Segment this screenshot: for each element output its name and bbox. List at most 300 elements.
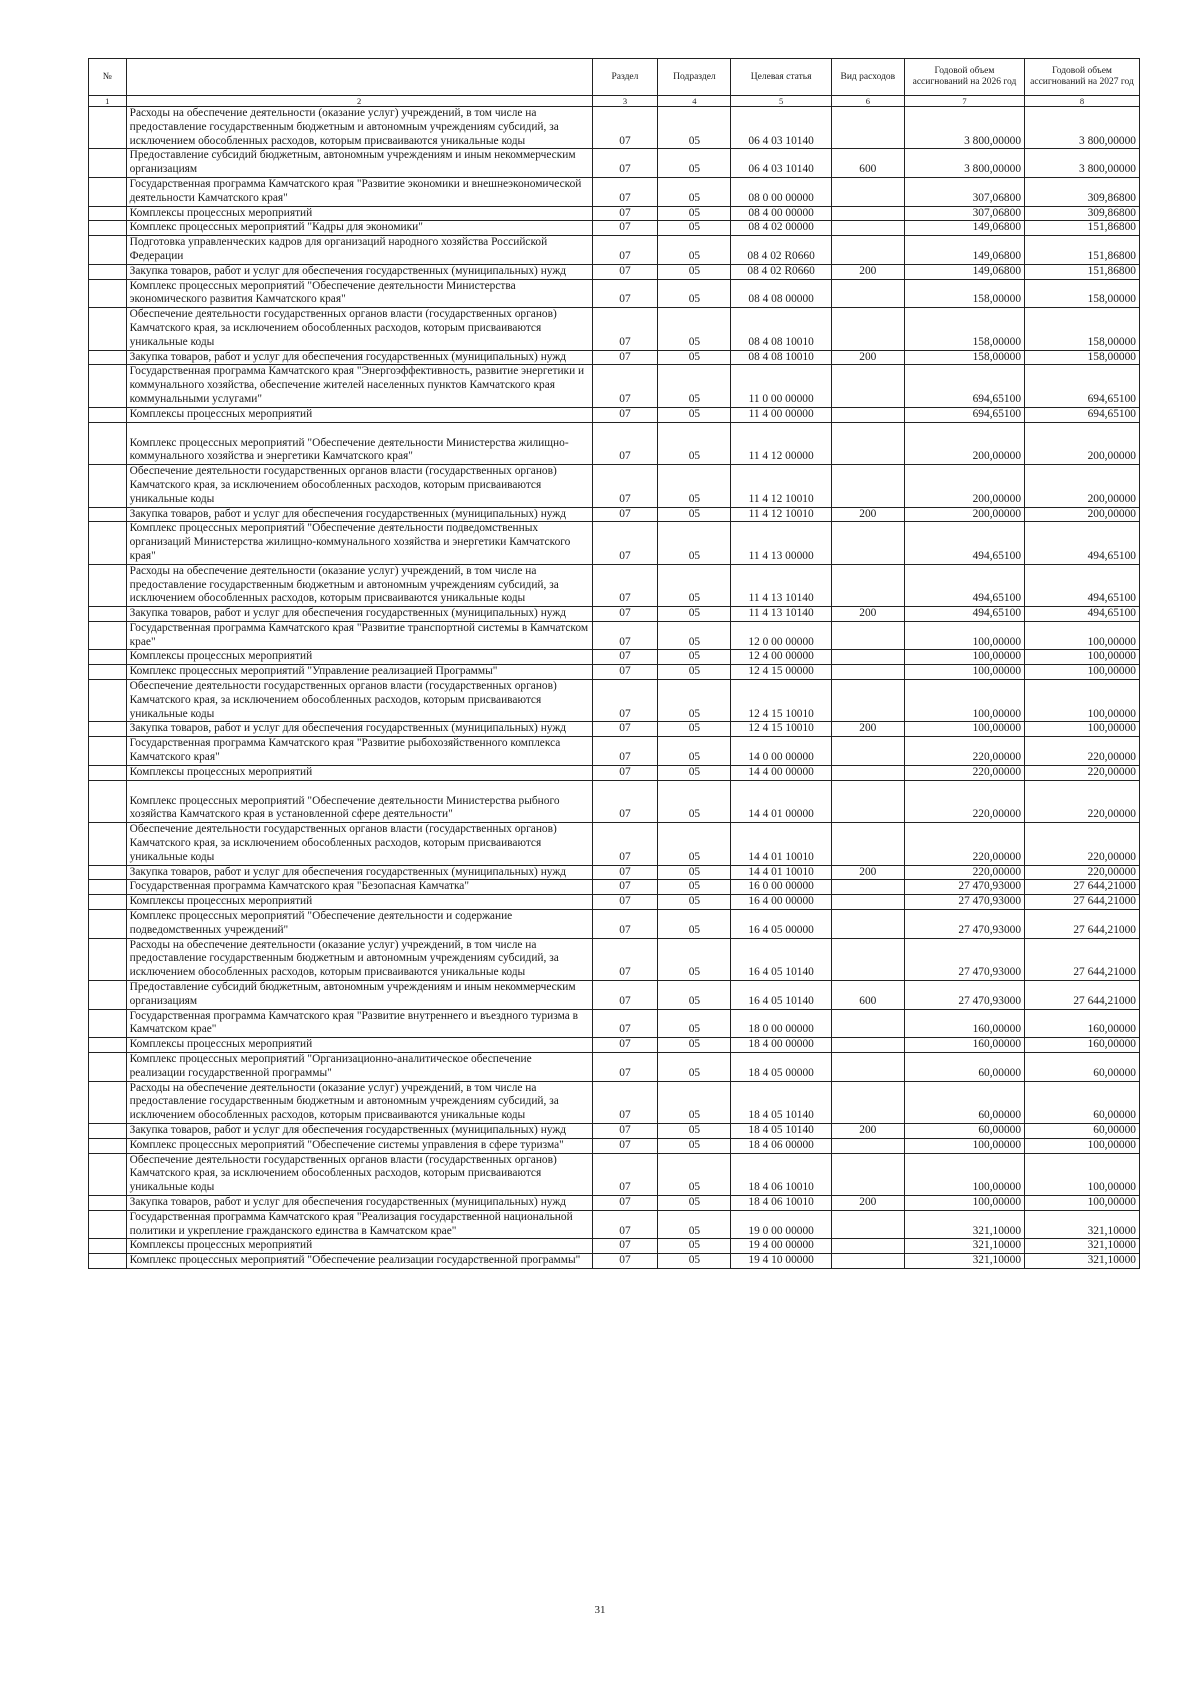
row-razdel-cell: 07	[592, 865, 658, 880]
row-volume-2026-cell: 27 470,93000	[904, 981, 1024, 1010]
row-number-cell	[89, 465, 127, 507]
row-podrazdel-cell: 05	[658, 1009, 731, 1038]
row-razdel-cell: 07	[592, 1053, 658, 1082]
row-expense-type-cell	[831, 279, 904, 308]
row-name-cell: Комплекс процессных мероприятий "Обеспечение деятельности подведомственных организаций Министерства жилищно-коммунального хозяйства и энергетики Камчатского края"	[126, 522, 592, 564]
row-razdel-cell: 07	[592, 981, 658, 1010]
row-razdel-cell: 07	[592, 910, 658, 939]
table-row	[89, 737, 1140, 766]
row-name-cell: Государственная программа Камчатского края "Энергоэффективность, развитие энергетики и коммунального хозяйства, обеспечение жителей населенных пунктов Камчатского края коммунальными услугами"	[126, 365, 592, 407]
row-number-cell	[89, 1138, 127, 1153]
row-volume-2027-cell: 100,00000	[1025, 722, 1140, 737]
row-volume-2026-cell: 100,00000	[904, 1138, 1024, 1153]
row-razdel-cell: 07	[592, 1081, 658, 1123]
row-razdel-cell: 07	[592, 895, 658, 910]
row-expense-type-cell	[831, 1239, 904, 1254]
row-expense-type-cell	[831, 780, 904, 823]
row-target-article-cell: 08 4 02 R0660	[731, 264, 831, 279]
row-podrazdel-cell: 05	[658, 981, 731, 1010]
row-expense-type-cell	[831, 407, 904, 422]
row-number-cell	[89, 350, 127, 365]
row-podrazdel-cell: 05	[658, 650, 731, 665]
row-podrazdel-cell: 05	[658, 865, 731, 880]
table-row	[89, 206, 1140, 221]
row-number-cell	[89, 1153, 127, 1195]
row-volume-2026-cell: 100,00000	[904, 1153, 1024, 1195]
row-razdel-cell: 07	[592, 1123, 658, 1138]
row-volume-2026-cell: 321,10000	[904, 1239, 1024, 1254]
row-number-cell	[89, 938, 127, 980]
row-target-article-cell: 16 4 05 10140	[731, 981, 831, 1010]
row-number-cell	[89, 680, 127, 722]
row-number-cell	[89, 422, 127, 465]
row-razdel-cell: 07	[592, 236, 658, 265]
row-expense-type-cell	[831, 737, 904, 766]
row-volume-2027-cell: 309,86800	[1025, 206, 1140, 221]
row-razdel-cell: 07	[592, 680, 658, 722]
row-podrazdel-cell: 05	[658, 422, 731, 465]
row-podrazdel-cell: 05	[658, 522, 731, 564]
row-razdel-cell: 07	[592, 206, 658, 221]
row-expense-type-cell	[831, 308, 904, 350]
row-podrazdel-cell: 05	[658, 308, 731, 350]
table-row	[89, 308, 1140, 350]
row-volume-2027-cell: 321,10000	[1025, 1239, 1140, 1254]
table-row	[89, 1254, 1140, 1269]
table-body	[89, 107, 1140, 1269]
row-volume-2027-cell: 158,00000	[1025, 279, 1140, 308]
header-number: №	[89, 59, 127, 96]
column-number: 3	[592, 96, 658, 107]
row-volume-2026-cell: 60,00000	[904, 1123, 1024, 1138]
row-name-cell: Подготовка управленческих кадров для организаций народного хозяйства Российской Федерации	[126, 236, 592, 265]
table-row	[89, 1053, 1140, 1082]
row-podrazdel-cell: 05	[658, 765, 731, 780]
row-volume-2027-cell: 100,00000	[1025, 1195, 1140, 1210]
row-target-article-cell: 08 0 00 00000	[731, 177, 831, 206]
row-razdel-cell: 07	[592, 149, 658, 178]
row-number-cell	[89, 149, 127, 178]
row-expense-type-cell	[831, 665, 904, 680]
row-volume-2027-cell: 220,00000	[1025, 737, 1140, 766]
row-volume-2026-cell: 494,65100	[904, 522, 1024, 564]
table-row	[89, 981, 1140, 1010]
row-name-cell: Комплекс процессных мероприятий "Обеспечение реализации государственной программы"	[126, 1254, 592, 1269]
row-name-cell: Государственная программа Камчатского края "Реализация государственной национальной политики и укрепление гражданского единства в Камчатском крае"	[126, 1210, 592, 1239]
row-volume-2026-cell: 158,00000	[904, 308, 1024, 350]
row-number-cell	[89, 895, 127, 910]
row-expense-type-cell: 200	[831, 607, 904, 622]
row-expense-type-cell	[831, 177, 904, 206]
row-podrazdel-cell: 05	[658, 1254, 731, 1269]
row-number-cell	[89, 564, 127, 606]
row-razdel-cell: 07	[592, 564, 658, 606]
row-razdel-cell: 07	[592, 722, 658, 737]
row-target-article-cell: 14 4 01 10010	[731, 823, 831, 865]
column-number: 2	[126, 96, 592, 107]
row-razdel-cell: 07	[592, 1195, 658, 1210]
row-volume-2027-cell: 27 644,21000	[1025, 880, 1140, 895]
row-razdel-cell: 07	[592, 621, 658, 650]
row-name-cell: Закупка товаров, работ и услуг для обеспечения государственных (муниципальных) нужд	[126, 865, 592, 880]
row-name-cell: Комплексы процессных мероприятий	[126, 206, 592, 221]
row-name-cell: Закупка товаров, работ и услуг для обеспечения государственных (муниципальных) нужд	[126, 607, 592, 622]
row-volume-2026-cell: 100,00000	[904, 1195, 1024, 1210]
table-row	[89, 823, 1140, 865]
row-number-cell	[89, 823, 127, 865]
row-expense-type-cell: 200	[831, 1123, 904, 1138]
row-number-cell	[89, 365, 127, 407]
row-expense-type-cell	[831, 1009, 904, 1038]
row-expense-type-cell	[831, 564, 904, 606]
row-name-cell: Расходы на обеспечение деятельности (оказание услуг) учреждений, в том числе на предоставление государственным бюджетным и автономным учреждениям субсидий, за исключением обособленных расходов, которым присваиваются уникальные коды	[126, 107, 592, 149]
row-expense-type-cell: 600	[831, 981, 904, 1010]
row-name-cell: Комплекс процессных мероприятий "Обеспечение деятельности Министерства экономического развития Камчатского края"	[126, 279, 592, 308]
row-target-article-cell: 11 4 12 10010	[731, 465, 831, 507]
row-expense-type-cell	[831, 522, 904, 564]
row-volume-2026-cell: 200,00000	[904, 465, 1024, 507]
row-razdel-cell: 07	[592, 522, 658, 564]
row-razdel-cell: 07	[592, 422, 658, 465]
row-expense-type-cell	[831, 823, 904, 865]
row-name-cell: Закупка товаров, работ и услуг для обеспечения государственных (муниципальных) нужд	[126, 350, 592, 365]
row-podrazdel-cell: 05	[658, 938, 731, 980]
row-number-cell	[89, 621, 127, 650]
row-podrazdel-cell: 05	[658, 1153, 731, 1195]
row-number-cell	[89, 1123, 127, 1138]
row-volume-2027-cell: 151,86800	[1025, 221, 1140, 236]
row-name-cell: Предоставление субсидий бюджетным, автономным учреждениям и иным некоммерческим организациям	[126, 149, 592, 178]
row-name-cell: Комплексы процессных мероприятий	[126, 1038, 592, 1053]
row-target-article-cell: 08 4 02 00000	[731, 221, 831, 236]
row-name-cell: Комплексы процессных мероприятий	[126, 895, 592, 910]
row-volume-2027-cell: 100,00000	[1025, 650, 1140, 665]
column-number: 7	[904, 96, 1024, 107]
row-target-article-cell: 14 4 01 00000	[731, 780, 831, 823]
row-target-article-cell: 11 4 00 00000	[731, 407, 831, 422]
row-volume-2027-cell: 321,10000	[1025, 1254, 1140, 1269]
row-name-cell: Государственная программа Камчатского края "Развитие внутреннего и въездного туризма в Камчатском крае"	[126, 1009, 592, 1038]
row-number-cell	[89, 910, 127, 939]
row-name-cell: Комплекс процессных мероприятий "Управление реализацией Программы"	[126, 665, 592, 680]
row-expense-type-cell	[831, 1053, 904, 1082]
row-volume-2026-cell: 27 470,93000	[904, 880, 1024, 895]
row-razdel-cell: 07	[592, 507, 658, 522]
row-volume-2027-cell: 100,00000	[1025, 621, 1140, 650]
header-name	[126, 59, 592, 96]
row-expense-type-cell	[831, 206, 904, 221]
row-number-cell	[89, 177, 127, 206]
row-expense-type-cell	[831, 365, 904, 407]
table-row	[89, 1239, 1140, 1254]
row-number-cell	[89, 1009, 127, 1038]
row-volume-2026-cell: 100,00000	[904, 680, 1024, 722]
row-name-cell: Государственная программа Камчатского края "Развитие транспортной системы в Камчатском крае"	[126, 621, 592, 650]
row-volume-2027-cell: 220,00000	[1025, 765, 1140, 780]
row-number-cell	[89, 981, 127, 1010]
row-name-cell: Комплексы процессных мероприятий	[126, 650, 592, 665]
table-header	[89, 59, 1140, 107]
row-target-article-cell: 12 4 15 10010	[731, 722, 831, 737]
row-target-article-cell: 18 4 00 00000	[731, 1038, 831, 1053]
table-row	[89, 465, 1140, 507]
column-number: 1	[89, 96, 127, 107]
row-target-article-cell: 11 4 13 10140	[731, 564, 831, 606]
row-razdel-cell: 07	[592, 1009, 658, 1038]
row-podrazdel-cell: 05	[658, 607, 731, 622]
row-volume-2026-cell: 160,00000	[904, 1038, 1024, 1053]
row-volume-2027-cell: 60,00000	[1025, 1123, 1140, 1138]
row-razdel-cell: 07	[592, 107, 658, 149]
row-volume-2027-cell: 494,65100	[1025, 564, 1140, 606]
row-target-article-cell: 06 4 03 10140	[731, 149, 831, 178]
header-target-article: Целевая статья	[731, 59, 831, 96]
row-razdel-cell: 07	[592, 1239, 658, 1254]
row-number-cell	[89, 865, 127, 880]
table-row	[89, 1009, 1140, 1038]
row-target-article-cell: 08 4 08 10010	[731, 350, 831, 365]
row-volume-2026-cell: 100,00000	[904, 665, 1024, 680]
row-volume-2027-cell: 100,00000	[1025, 680, 1140, 722]
row-volume-2026-cell: 694,65100	[904, 365, 1024, 407]
row-volume-2027-cell: 60,00000	[1025, 1053, 1140, 1082]
row-volume-2026-cell: 158,00000	[904, 350, 1024, 365]
row-volume-2027-cell: 494,65100	[1025, 607, 1140, 622]
row-podrazdel-cell: 05	[658, 564, 731, 606]
row-expense-type-cell	[831, 221, 904, 236]
page-number: 31	[594, 1604, 606, 1616]
row-expense-type-cell: 600	[831, 149, 904, 178]
row-target-article-cell: 06 4 03 10140	[731, 107, 831, 149]
row-number-cell	[89, 665, 127, 680]
row-target-article-cell: 11 4 12 00000	[731, 422, 831, 465]
row-target-article-cell: 12 4 15 00000	[731, 665, 831, 680]
row-name-cell: Государственная программа Камчатского края "Безопасная Камчатка"	[126, 880, 592, 895]
header-razdel: Раздел	[592, 59, 658, 96]
row-expense-type-cell	[831, 1210, 904, 1239]
row-podrazdel-cell: 05	[658, 350, 731, 365]
row-podrazdel-cell: 05	[658, 665, 731, 680]
row-volume-2027-cell: 220,00000	[1025, 780, 1140, 823]
row-volume-2027-cell: 27 644,21000	[1025, 938, 1140, 980]
row-podrazdel-cell: 05	[658, 465, 731, 507]
table-row	[89, 407, 1140, 422]
table-row	[89, 564, 1140, 606]
row-number-cell	[89, 650, 127, 665]
row-podrazdel-cell: 05	[658, 507, 731, 522]
table-row	[89, 680, 1140, 722]
row-expense-type-cell	[831, 895, 904, 910]
row-podrazdel-cell: 05	[658, 1053, 731, 1082]
row-number-cell	[89, 264, 127, 279]
row-volume-2027-cell: 3 800,00000	[1025, 149, 1140, 178]
row-podrazdel-cell: 05	[658, 1210, 731, 1239]
row-razdel-cell: 07	[592, 1038, 658, 1053]
row-razdel-cell: 07	[592, 1210, 658, 1239]
row-number-cell	[89, 1195, 127, 1210]
row-name-cell: Обеспечение деятельности государственных органов власти (государственных органов) Камчатского края, за исключением обособленных расходов, которым присваиваются уникальные коды	[126, 680, 592, 722]
row-target-article-cell: 12 4 00 00000	[731, 650, 831, 665]
table-row	[89, 880, 1140, 895]
row-volume-2027-cell: 27 644,21000	[1025, 895, 1140, 910]
row-volume-2027-cell: 100,00000	[1025, 1138, 1140, 1153]
row-podrazdel-cell: 05	[658, 177, 731, 206]
row-expense-type-cell	[831, 650, 904, 665]
header-expense-type: Вид расходов	[831, 59, 904, 96]
row-podrazdel-cell: 05	[658, 621, 731, 650]
row-volume-2027-cell: 200,00000	[1025, 465, 1140, 507]
row-podrazdel-cell: 05	[658, 910, 731, 939]
row-volume-2026-cell: 494,65100	[904, 564, 1024, 606]
column-number: 8	[1025, 96, 1140, 107]
row-volume-2026-cell: 220,00000	[904, 823, 1024, 865]
row-expense-type-cell	[831, 938, 904, 980]
row-expense-type-cell	[831, 465, 904, 507]
table-row	[89, 865, 1140, 880]
row-name-cell: Предоставление субсидий бюджетным, автономным учреждениям и иным некоммерческим организациям	[126, 981, 592, 1010]
row-target-article-cell: 18 4 06 10010	[731, 1153, 831, 1195]
row-name-cell: Закупка товаров, работ и услуг для обеспечения государственных (муниципальных) нужд	[126, 722, 592, 737]
row-number-cell	[89, 880, 127, 895]
row-razdel-cell: 07	[592, 665, 658, 680]
row-razdel-cell: 07	[592, 365, 658, 407]
row-number-cell	[89, 1081, 127, 1123]
table-row	[89, 107, 1140, 149]
table-row	[89, 279, 1140, 308]
row-number-cell	[89, 607, 127, 622]
table-row	[89, 1210, 1140, 1239]
row-volume-2026-cell: 3 800,00000	[904, 149, 1024, 178]
row-number-cell	[89, 780, 127, 823]
row-name-cell: Государственная программа Камчатского края "Развитие рыбохозяйственного комплекса Камчатского края"	[126, 737, 592, 766]
row-number-cell	[89, 279, 127, 308]
row-number-cell	[89, 206, 127, 221]
row-number-cell	[89, 407, 127, 422]
table-row	[89, 1038, 1140, 1053]
row-razdel-cell: 07	[592, 737, 658, 766]
row-podrazdel-cell: 05	[658, 1195, 731, 1210]
row-name-cell: Комплекс процессных мероприятий "Обеспечение деятельности и содержание подведомственных учреждений"	[126, 910, 592, 939]
table-row	[89, 938, 1140, 980]
row-volume-2026-cell: 100,00000	[904, 621, 1024, 650]
row-expense-type-cell: 200	[831, 350, 904, 365]
row-target-article-cell: 16 4 00 00000	[731, 895, 831, 910]
row-expense-type-cell	[831, 107, 904, 149]
row-number-cell	[89, 737, 127, 766]
table-row	[89, 765, 1140, 780]
row-name-cell: Комплексы процессных мероприятий	[126, 407, 592, 422]
table-row	[89, 910, 1140, 939]
row-number-cell	[89, 236, 127, 265]
row-target-article-cell: 14 0 00 00000	[731, 737, 831, 766]
row-volume-2026-cell: 149,06800	[904, 236, 1024, 265]
row-target-article-cell: 16 0 00 00000	[731, 880, 831, 895]
row-name-cell: Закупка товаров, работ и услуг для обеспечения государственных (муниципальных) нужд	[126, 1195, 592, 1210]
row-podrazdel-cell: 05	[658, 780, 731, 823]
row-expense-type-cell	[831, 680, 904, 722]
row-number-cell	[89, 1210, 127, 1239]
row-volume-2026-cell: 307,06800	[904, 177, 1024, 206]
row-target-article-cell: 19 4 10 00000	[731, 1254, 831, 1269]
row-volume-2027-cell: 151,86800	[1025, 264, 1140, 279]
row-target-article-cell: 18 4 05 10140	[731, 1081, 831, 1123]
row-expense-type-cell: 200	[831, 264, 904, 279]
row-razdel-cell: 07	[592, 1138, 658, 1153]
row-podrazdel-cell: 05	[658, 680, 731, 722]
row-podrazdel-cell: 05	[658, 1081, 731, 1123]
row-target-article-cell: 11 0 00 00000	[731, 365, 831, 407]
row-target-article-cell: 14 4 00 00000	[731, 765, 831, 780]
row-expense-type-cell: 200	[831, 722, 904, 737]
row-expense-type-cell	[831, 1254, 904, 1269]
row-razdel-cell: 07	[592, 765, 658, 780]
row-volume-2026-cell: 160,00000	[904, 1009, 1024, 1038]
row-podrazdel-cell: 05	[658, 264, 731, 279]
header-volume-2026: Годовой объем ассигнований на 2026 год	[904, 59, 1024, 96]
row-name-cell: Комплексы процессных мероприятий	[126, 765, 592, 780]
row-volume-2027-cell: 60,00000	[1025, 1081, 1140, 1123]
row-name-cell: Обеспечение деятельности государственных органов власти (государственных органов) Камчатского края, за исключением обособленных расходов, которым присваиваются уникальные коды	[126, 465, 592, 507]
row-target-article-cell: 11 4 12 10010	[731, 507, 831, 522]
row-expense-type-cell	[831, 422, 904, 465]
table-row	[89, 522, 1140, 564]
row-podrazdel-cell: 05	[658, 279, 731, 308]
row-number-cell	[89, 308, 127, 350]
row-razdel-cell: 07	[592, 1153, 658, 1195]
row-volume-2027-cell: 321,10000	[1025, 1210, 1140, 1239]
row-target-article-cell: 12 4 15 10010	[731, 680, 831, 722]
column-number: 6	[831, 96, 904, 107]
row-name-cell: Закупка товаров, работ и услуг для обеспечения государственных (муниципальных) нужд	[126, 264, 592, 279]
row-podrazdel-cell: 05	[658, 149, 731, 178]
row-expense-type-cell	[831, 1153, 904, 1195]
column-number: 5	[731, 96, 831, 107]
row-volume-2026-cell: 200,00000	[904, 422, 1024, 465]
row-volume-2026-cell: 200,00000	[904, 507, 1024, 522]
row-volume-2027-cell: 160,00000	[1025, 1009, 1140, 1038]
row-volume-2027-cell: 27 644,21000	[1025, 981, 1140, 1010]
table-row	[89, 221, 1140, 236]
table-row	[89, 607, 1140, 622]
row-target-article-cell: 18 4 06 00000	[731, 1138, 831, 1153]
row-volume-2027-cell: 160,00000	[1025, 1038, 1140, 1053]
row-target-article-cell: 19 0 00 00000	[731, 1210, 831, 1239]
row-podrazdel-cell: 05	[658, 407, 731, 422]
row-target-article-cell: 19 4 00 00000	[731, 1239, 831, 1254]
row-volume-2026-cell: 494,65100	[904, 607, 1024, 622]
table-row	[89, 264, 1140, 279]
table-row	[89, 895, 1140, 910]
row-volume-2027-cell: 694,65100	[1025, 365, 1140, 407]
row-expense-type-cell	[831, 621, 904, 650]
row-volume-2026-cell: 60,00000	[904, 1081, 1024, 1123]
row-razdel-cell: 07	[592, 279, 658, 308]
row-volume-2026-cell: 321,10000	[904, 1210, 1024, 1239]
table-row	[89, 177, 1140, 206]
row-target-article-cell: 08 4 08 00000	[731, 279, 831, 308]
row-target-article-cell: 08 4 02 R0660	[731, 236, 831, 265]
row-name-cell: Комплекс процессных мероприятий "Обеспечение деятельности Министерства жилищно-коммунального хозяйства и энергетики Камчатского края"	[126, 422, 592, 465]
row-volume-2026-cell: 220,00000	[904, 780, 1024, 823]
row-razdel-cell: 07	[592, 465, 658, 507]
row-target-article-cell: 11 4 13 10140	[731, 607, 831, 622]
row-razdel-cell: 07	[592, 607, 658, 622]
row-number-cell	[89, 522, 127, 564]
row-volume-2027-cell: 494,65100	[1025, 522, 1140, 564]
row-volume-2026-cell: 100,00000	[904, 722, 1024, 737]
row-volume-2026-cell: 220,00000	[904, 765, 1024, 780]
row-volume-2027-cell: 151,86800	[1025, 236, 1140, 265]
